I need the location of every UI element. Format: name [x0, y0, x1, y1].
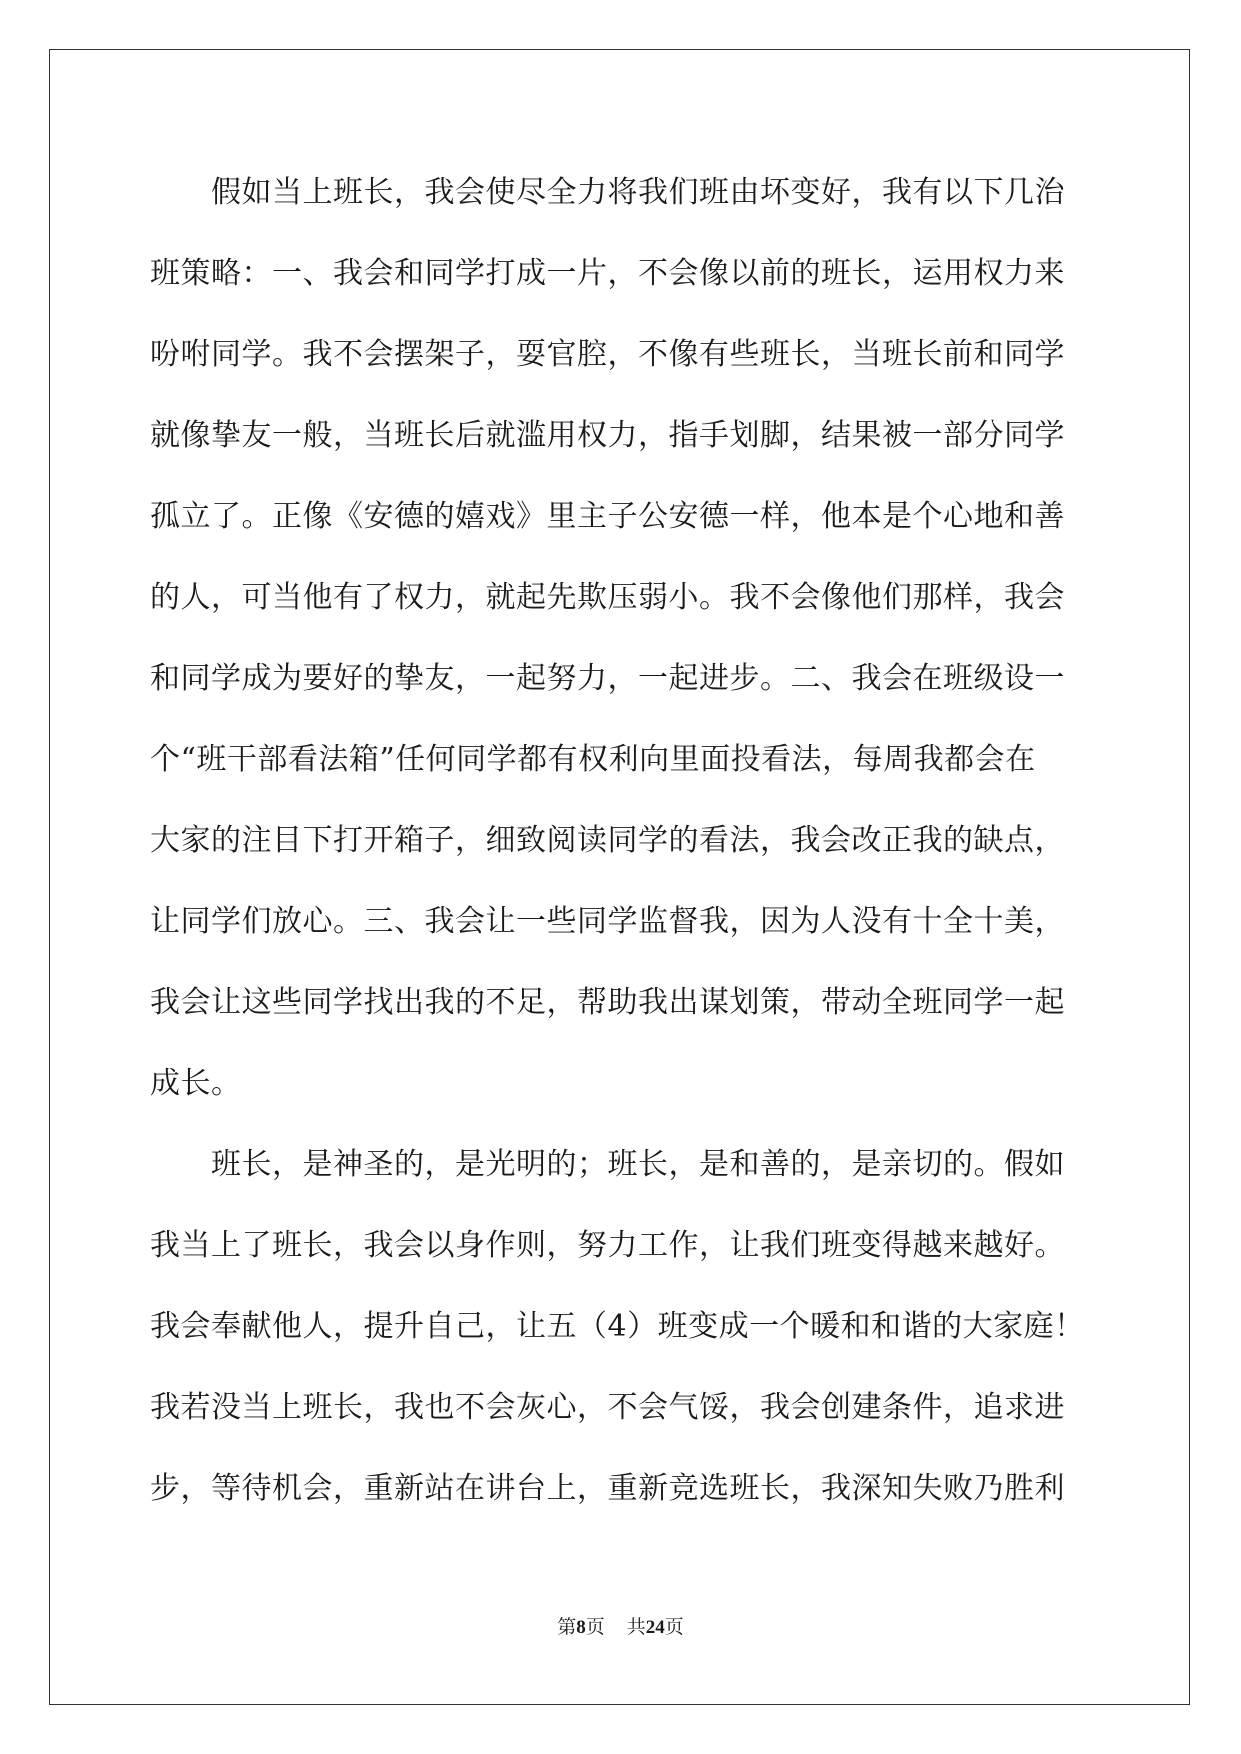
text-line: 班策略：一、我会和同学打成一片，不会像以前的班长，运用权力来: [150, 256, 1065, 291]
text-line: 我会让这些同学找出我的不足，帮助我出谋划策，带动全班同学一起: [150, 985, 1065, 1020]
text-line: 假如当上班长，我会使尽全力将我们班由坏变好，我有以下几治: [150, 175, 1065, 210]
page-footer: [0, 1615, 1241, 1640]
text-line: 孤立了。正像《安德的嬉戏》里主子公安德一样，他本是个心地和善: [150, 499, 1065, 534]
text-line: 我若没当上班长，我也不会灰心，不会气馁，我会创建条件，追求进: [150, 1390, 1065, 1425]
text-line: 成长。: [150, 1066, 242, 1101]
text-line: 我会奉献他人，提升自己，让五（4）班变成一个暖和和谐的大家庭！: [150, 1309, 1085, 1344]
page-prefix: 第: [557, 1616, 577, 1638]
paragraph-1: [150, 152, 1090, 1124]
document-body: [150, 152, 1090, 1529]
total-prefix: 共: [626, 1616, 646, 1638]
text-line: 我当上了班长，我会以身作则，努力工作，让我们班变得越来越好。: [150, 1228, 1065, 1263]
paragraph-2: [150, 1124, 1090, 1529]
text-line: 让同学们放心。三、我会让一些同学监督我，因为人没有十全十美，: [150, 904, 1065, 939]
text-line: 步，等待机会，重新站在讲台上，重新竞选班长，我深知失败乃胜利: [150, 1471, 1065, 1506]
page-suffix: 页: [585, 1616, 605, 1638]
text-line: 就像挚友一般，当班长后就滥用权力，指手划脚，结果被一部分同学: [150, 418, 1065, 453]
text-line: 班长，是神圣的，是光明的；班长，是和善的，是亲切的。假如: [150, 1147, 1065, 1182]
page-number: 8: [576, 1617, 586, 1638]
text-line: 大家的注目下打开箱子，细致阅读同学的看法，我会改正我的缺点，: [150, 823, 1065, 858]
total-suffix: 页: [664, 1616, 684, 1638]
text-line: 个“班干部看法箱”任何同学都有权利向里面投看法，每周我都会在: [150, 742, 1036, 777]
text-line: 的人，可当他有了权力，就起先欺压弱小。我不会像他们那样，我会: [150, 580, 1065, 615]
text-line: 和同学成为要好的挚友，一起努力，一起进步。二、我会在班级设一: [150, 661, 1065, 696]
text-line: 吩咐同学。我不会摆架子，耍官腔，不像有些班长，当班长前和同学: [150, 337, 1065, 372]
total-pages: 24: [645, 1617, 665, 1638]
